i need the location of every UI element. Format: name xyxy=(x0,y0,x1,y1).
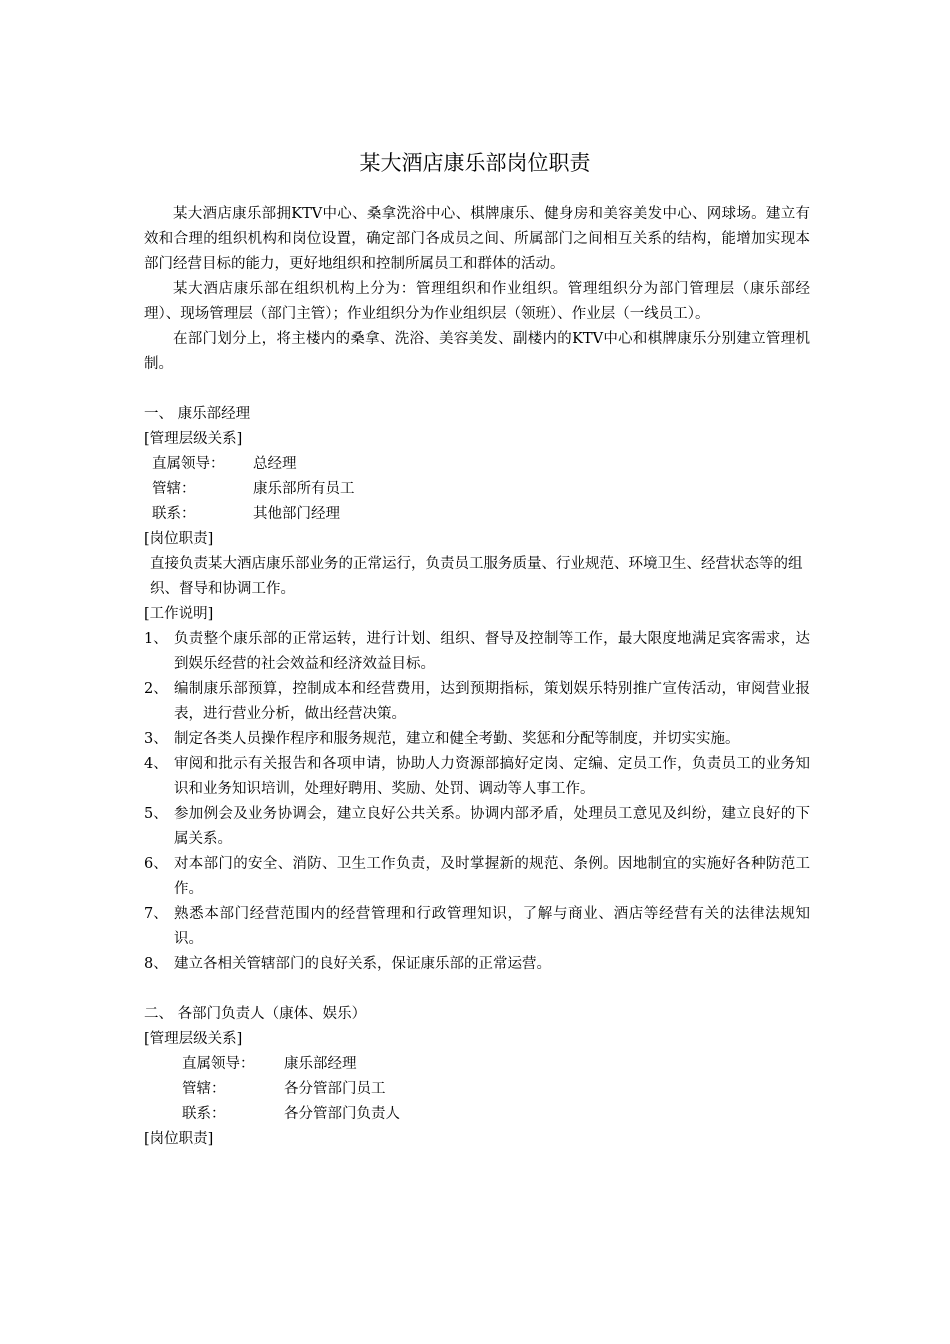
spacer xyxy=(144,977,810,1002)
superior-key: 直属领导： xyxy=(182,1056,255,1072)
list-item xyxy=(144,952,810,977)
section-heading: 二、 各部门负责人（康体、娱乐） xyxy=(144,1006,367,1022)
list-item xyxy=(144,852,810,902)
list-item xyxy=(144,902,810,952)
document-title: 某大酒店康乐部岗位职责 xyxy=(359,151,591,175)
list-item xyxy=(144,627,810,677)
item-text: 熟悉本部门经营范围内的经营管理和行政管理知识，了解与商业、酒店等经营有关的法律法规知识。 xyxy=(174,906,810,947)
hierarchy-label: [管理层级关系] xyxy=(144,1031,243,1047)
document-body xyxy=(144,202,810,1152)
intro-paragraph: 某大酒店康乐部拥KTV中心、桑拿洗浴中心、棋牌康乐、健身房和美容美发中心、网球场。建立有效和合理的组织机构和岗位设置，确定部门各成员之间、所属部门之间相互关系的结构，能增加实现本部门经营目标的能力，更好地组织和控制所属员工和群体的活动。 xyxy=(144,206,810,272)
list-item xyxy=(144,677,810,727)
item-text: 编制康乐部预算，控制成本和经营费用，达到预期指标，策划娱乐特别推广宣传活动，审阅营业报表，进行营业分析，做出经营决策。 xyxy=(174,681,810,722)
superior-value: 总经理 xyxy=(253,456,297,472)
intro-paragraph: 在部门划分上，将主楼内的桑拿、洗浴、美容美发、副楼内的KTV中心和棋牌康乐分别建立管理机制。 xyxy=(144,331,810,372)
item-number: 7、 xyxy=(144,906,168,922)
contact-row xyxy=(144,1102,810,1127)
item-number: 1、 xyxy=(144,631,168,647)
item-text: 对本部门的安全、消防、卫生工作负责，及时掌握新的规范、条例。因地制宜的实施好各种防范工作。 xyxy=(174,856,810,897)
contact-value: 其他部门经理 xyxy=(253,506,340,522)
item-number: 5、 xyxy=(144,806,168,822)
section-heading: 一、 康乐部经理 xyxy=(144,406,251,422)
contact-key: 联系： xyxy=(152,506,196,522)
list-item xyxy=(144,802,810,852)
hierarchy-label: [管理层级关系] xyxy=(144,431,243,447)
contact-value: 各分管部门负责人 xyxy=(284,1106,400,1122)
item-text: 参加例会及业务协调会，建立良好公共关系。协调内部矛盾，处理员工意见及纠纷，建立良好的下属关系。 xyxy=(174,806,810,847)
item-text: 制定各类人员操作程序和服务规范，建立和健全考勤、奖惩和分配等制度，并切实实施。 xyxy=(174,731,740,747)
duty-label: [岗位职责] xyxy=(144,531,214,547)
item-number: 4、 xyxy=(144,756,168,772)
duty-text: 直接负责某大酒店康乐部业务的正常运行，负责员工服务质量、行业规范、环境卫生、经营状态等的组织、督导和协调工作。 xyxy=(150,556,803,597)
contact-row xyxy=(144,502,810,527)
manages-value: 康乐部所有员工 xyxy=(253,481,355,497)
manages-row xyxy=(144,1077,810,1102)
superior-row xyxy=(144,1052,810,1077)
list-item xyxy=(144,727,810,752)
item-text: 审阅和批示有关报告和各项申请，协助人力资源部搞好定岗、定编、定员工作，负责员工的业务知识和业务知识培训，处理好聘用、奖励、处罚、调动等人事工作。 xyxy=(174,756,810,797)
item-text: 建立各相关管辖部门的良好关系，保证康乐部的正常运营。 xyxy=(174,956,551,972)
list-item xyxy=(144,752,810,802)
manages-key: 管辖： xyxy=(152,481,196,497)
item-text: 负责整个康乐部的正常运转，进行计划、组织、督导及控制等工作，最大限度地满足宾客需求，达到娱乐经营的社会效益和经济效益目标。 xyxy=(174,631,810,672)
spacer xyxy=(144,377,810,402)
item-number: 8、 xyxy=(144,956,168,972)
item-number: 2、 xyxy=(144,681,168,697)
manages-value: 各分管部门员工 xyxy=(284,1081,386,1097)
superior-row xyxy=(144,452,810,477)
item-number: 3、 xyxy=(144,731,168,747)
intro-paragraph: 某大酒店康乐部在组织机构上分为：管理组织和作业组织。管理组织分为部门管理层（康乐部经理）、现场管理层（部门主管）；作业组织分为作业组织层（领班）、作业层（一线员工）。 xyxy=(144,281,810,322)
contact-key: 联系： xyxy=(182,1106,226,1122)
work-label: [工作说明] xyxy=(144,606,214,622)
duty-label: [岗位职责] xyxy=(144,1131,214,1147)
manages-key: 管辖： xyxy=(182,1081,226,1097)
manages-row xyxy=(144,477,810,502)
item-number: 6、 xyxy=(144,856,168,872)
superior-key: 直属领导： xyxy=(152,456,225,472)
superior-value: 康乐部经理 xyxy=(284,1056,357,1072)
